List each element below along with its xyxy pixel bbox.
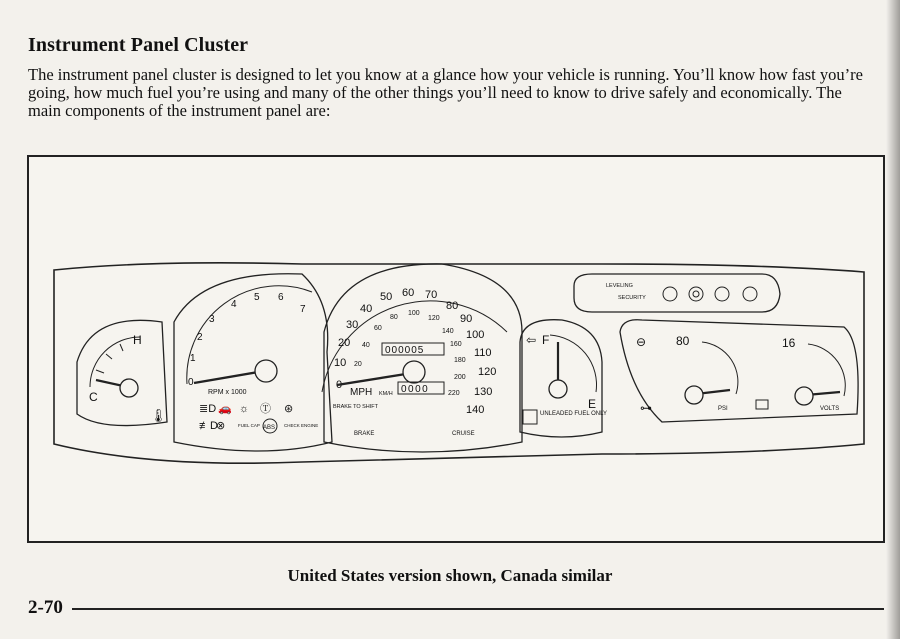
- tach-tick-label: 7: [300, 304, 306, 315]
- kmh-tick-label: 180: [454, 357, 466, 364]
- volts-value: 16: [782, 336, 796, 350]
- oil-can-icon: ⊖: [636, 335, 647, 349]
- trip-odometer: 0000: [401, 384, 430, 395]
- oil-pressure-unit: PSI: [718, 406, 728, 412]
- fuel-cap-label: FUEL CAP: [238, 423, 260, 428]
- seatbelt-icon: ⊛: [284, 403, 294, 415]
- mph-tick-label: 40: [360, 303, 373, 315]
- page-edge-shadow: [886, 0, 900, 639]
- footer-rule: [72, 608, 884, 610]
- mph-tick-label: 20: [338, 337, 351, 349]
- odometer: 000005: [385, 345, 425, 356]
- mph-tick-label: 60: [402, 287, 415, 299]
- kmh-tick-label: 80: [390, 314, 398, 321]
- tach-tick-label: 5: [254, 292, 260, 303]
- figure-caption: United States version shown, Canada similar: [287, 566, 613, 585]
- indicator-panel: [574, 274, 780, 312]
- intro-paragraph: The instrument panel cluster is designed to let you know at a glance how your vehicle is running. You’ll know how fast you’re going, how much fuel you’re using and many of the other things you’ll need to know to drive safely and economically. The main components of the instrument panel are:: [28, 65, 863, 120]
- mph-tick-label: 80: [446, 300, 459, 312]
- abs-label: ABS: [263, 425, 276, 431]
- sun-icon: ☼: [239, 403, 250, 415]
- tach-zero-label: 0: [188, 377, 194, 388]
- speedo-unit: MPH: [350, 387, 373, 398]
- mph-tick-label: 120: [478, 366, 497, 378]
- temperature-gauge: [77, 320, 167, 425]
- oil-pressure-value: 80: [676, 334, 690, 348]
- kmh-tick-label: 60: [374, 325, 382, 332]
- brake-label: BRAKE: [354, 431, 375, 437]
- kmh-tick-label: 220: [448, 390, 460, 397]
- mph-tick-label: 140: [466, 404, 485, 416]
- tach-tick-label: 3: [209, 314, 215, 325]
- mph-tick-label: 90: [460, 313, 473, 325]
- fuel-gauge: [520, 320, 607, 437]
- security-label: SECURITY: [618, 295, 646, 301]
- oil-volts-gauges: [620, 320, 858, 422]
- mph-tick-label: 10: [334, 357, 347, 369]
- fuel-empty-label: E: [588, 397, 597, 411]
- check-engine-label: CHECK ENGINE: [284, 423, 319, 428]
- speedo-unit-kmh: KM/H: [379, 391, 393, 397]
- cruise-label: CRUISE: [452, 431, 475, 437]
- oil-warning-icon: ⊶: [640, 401, 652, 415]
- volts-unit: VOLTS: [820, 406, 840, 412]
- fog-icon: ≢D: [199, 420, 218, 432]
- unleaded-fuel-label: UNLEADED FUEL ONLY: [540, 411, 608, 417]
- page-number: 2-70: [28, 597, 63, 618]
- tach-tick-label: 6: [278, 292, 284, 303]
- mph-tick-label: 70: [425, 289, 438, 301]
- headlamp-icon: ≣D: [199, 403, 217, 415]
- kmh-tick-label: 140: [442, 328, 454, 335]
- coolant-icon: 🌡: [150, 408, 167, 423]
- tach-tick-label: 4: [231, 299, 237, 310]
- kmh-tick-label: 40: [362, 342, 370, 349]
- kmh-tick-label: 120: [428, 315, 440, 322]
- speedometer: [322, 264, 522, 452]
- kmh-tick-label: 160: [450, 341, 462, 348]
- mph-tick-label: 50: [380, 291, 393, 303]
- kmh-tick-label: 100: [408, 310, 420, 317]
- car-icon: 🚗: [218, 403, 232, 415]
- kmh-tick-label: 200: [454, 374, 466, 381]
- mph-tick-label: 130: [474, 386, 493, 398]
- kmh-tick-label: 20: [354, 361, 362, 368]
- fuel-pump-icon: ⇦: [526, 333, 537, 347]
- mph-tick-label: 100: [466, 329, 485, 341]
- mph-tick-label: 30: [346, 319, 359, 331]
- page-heading: Instrument Panel Cluster: [28, 34, 249, 56]
- tach-tick-label: 2: [197, 332, 203, 343]
- instrument-cluster-illustration: [29, 157, 885, 543]
- tach-tick-label: 1: [190, 353, 196, 364]
- brake-to-shift-label: BRAKE TO SHIFT: [333, 404, 379, 410]
- traction-icon: Ⓣ: [260, 403, 271, 415]
- temp-cold-label: C: [89, 390, 98, 404]
- airbag-icon: ⊗: [216, 420, 226, 432]
- temp-hot-label: H: [133, 333, 142, 347]
- mph-tick-label: 110: [474, 347, 492, 359]
- fuel-full-label: F: [542, 333, 550, 347]
- tach-unit-label: RPM x 1000: [208, 389, 247, 396]
- tachometer: [174, 274, 332, 451]
- figure-frame: [27, 155, 885, 543]
- leveling-label: LEVELING: [606, 283, 633, 289]
